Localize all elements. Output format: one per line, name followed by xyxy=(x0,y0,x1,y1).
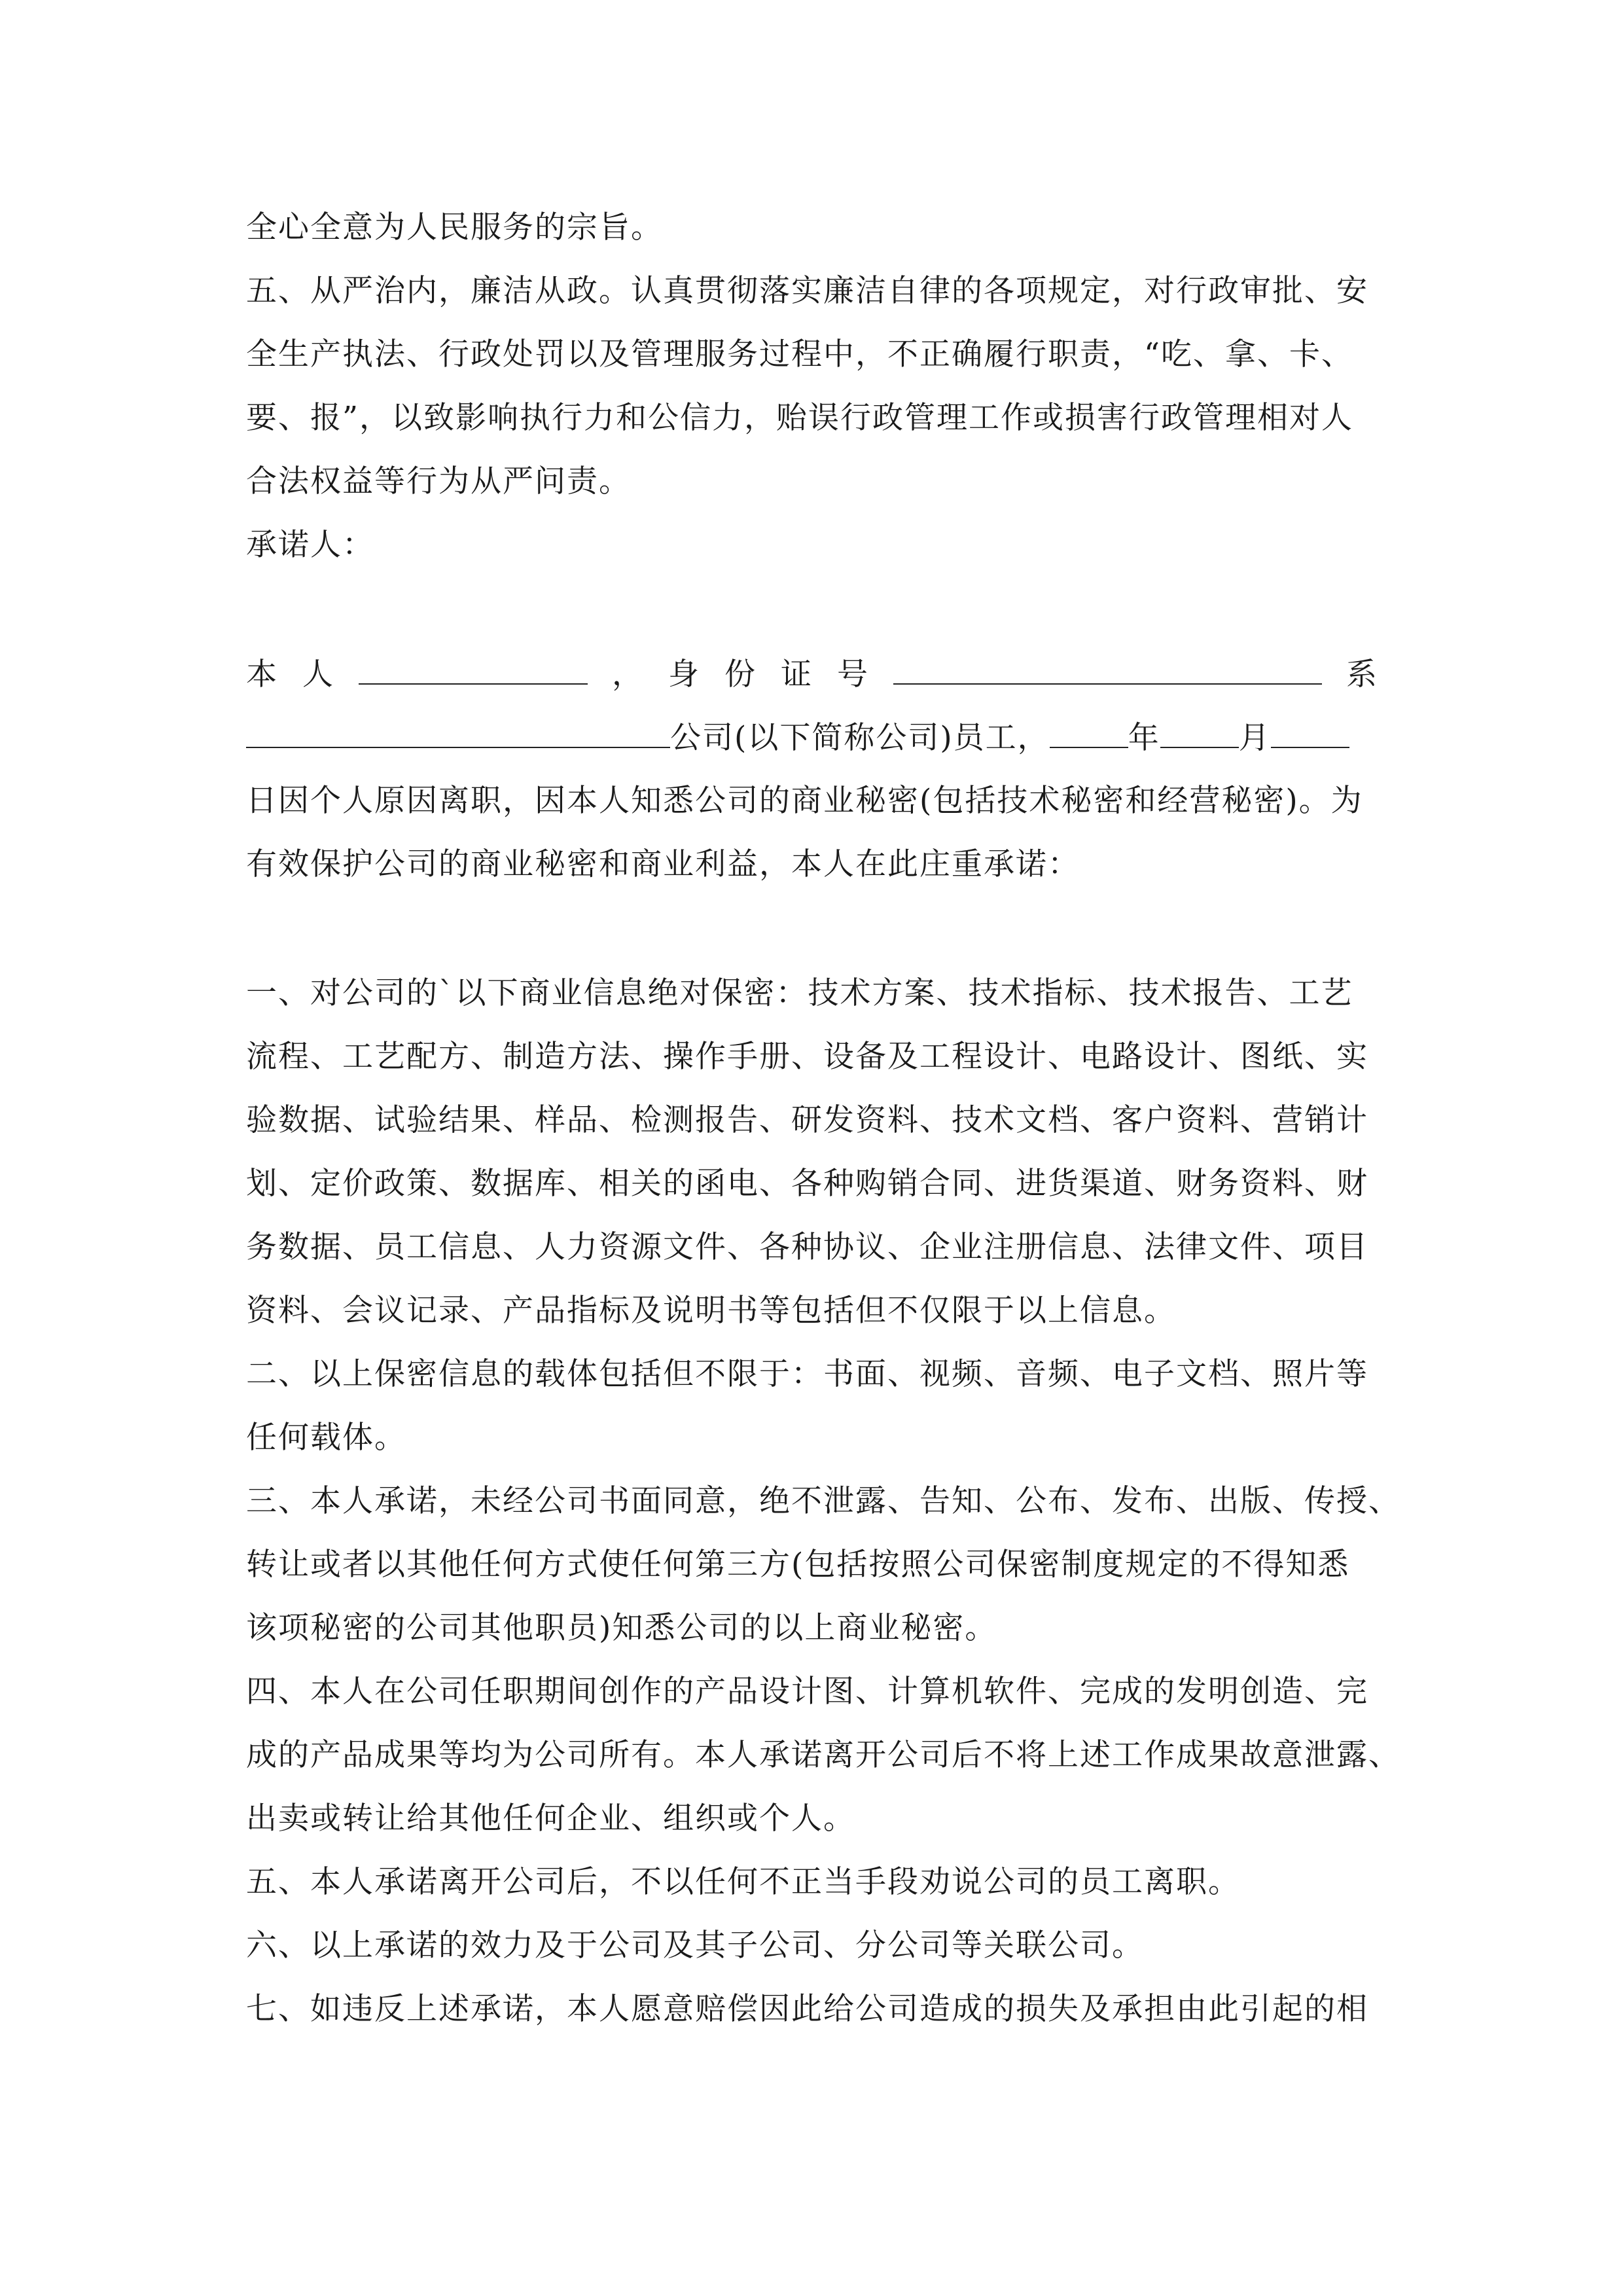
declaration-line-2 xyxy=(246,718,1378,758)
text-char: 证 xyxy=(781,656,813,692)
year-label: 年 xyxy=(1128,720,1160,756)
text-char: ， xyxy=(612,656,644,692)
text-char: 本 xyxy=(246,656,278,692)
clause-line: 务数据、员工信息、人力资源文件、各种协议、企业注册信息、法律文件、项目 xyxy=(246,1229,1368,1265)
paragraph-line: 要、报”，以致影响执行力和公信力，贻误行政管理工作或损害行政管理相对人 xyxy=(246,400,1354,436)
signer-label: 承诺人： xyxy=(246,527,374,563)
clause-line: 划、定价政策、数据库、相关的函电、各种购销合同、进货渠道、财务资料、财 xyxy=(246,1166,1368,1202)
paragraph-line: 合法权益等行为从严问责。 xyxy=(246,463,631,499)
company-text: 公司(以下简称公司)员工， xyxy=(670,720,1050,756)
name-blank xyxy=(359,655,588,685)
paragraph-line: 全心全意为人民服务的宗旨。 xyxy=(246,209,663,245)
clause-line: 五、本人承诺离开公司后，不以任何不正当手段劝说公司的员工离职。 xyxy=(246,1864,1240,1900)
clause-line: 流程、工艺配方、制造方法、操作手册、设备及工程设计、电路设计、图纸、实 xyxy=(246,1039,1368,1075)
paragraph-line: 日因个人原因离职，因本人知悉公司的商业秘密(包括技术秘密和经营秘密)。为 xyxy=(246,783,1363,819)
paragraph-line: 五、从严治内，廉洁从政。认真贯彻落实廉洁自律的各项规定，对行政审批、安 xyxy=(246,273,1368,309)
clause-line: 转让或者以其他任何方式使任何第三方(包括按照公司保密制度规定的不得知悉 xyxy=(246,1547,1350,1583)
month-label: 月 xyxy=(1238,720,1271,756)
text-char: 人 xyxy=(302,656,334,692)
clause-line: 验数据、试验结果、样品、检测报告、研发资料、技术文档、客户资料、营销计 xyxy=(246,1102,1368,1138)
clause-line: 六、以上承诺的效力及于公司及其子公司、分公司等关联公司。 xyxy=(246,1928,1144,1964)
id-number-blank xyxy=(893,655,1322,685)
clause-line: 七、如违反上述承诺，本人愿意赔偿因此给公司造成的损失及承担由此引起的相 xyxy=(246,1991,1368,2027)
year-blank xyxy=(1050,718,1128,748)
clause-line: 三、本人承诺，未经公司书面同意，绝不泄露、告知、公布、发布、出版、传授、 xyxy=(246,1483,1400,1519)
clause-line: 出卖或转让给其他任何企业、组织或个人。 xyxy=(246,1801,855,1837)
text-char: 系 xyxy=(1346,656,1378,692)
declaration-line-1 xyxy=(246,655,1378,694)
clause-line: 四、本人在公司任职期间创作的产品设计图、计算机软件、完成的发明创造、完 xyxy=(246,1674,1368,1710)
month-blank xyxy=(1160,718,1239,748)
company-blank xyxy=(246,718,670,748)
clause-line: 该项秘密的公司其他职员)知悉公司的以上商业秘密。 xyxy=(246,1610,997,1646)
paragraph-line: 全生产执法、行政处罚以及管理服务过程中，不正确履行职责，“吃、拿、卡、 xyxy=(246,336,1354,372)
text-char: 份 xyxy=(724,656,757,692)
text-char: 号 xyxy=(837,656,869,692)
clause-line: 二、以上保密信息的载体包括但不限于：书面、视频、音频、电子文档、照片等 xyxy=(246,1356,1368,1392)
paragraph-line: 有效保护公司的商业秘密和商业利益，本人在此庄重承诺： xyxy=(246,846,1080,882)
clause-line: 资料、会议记录、产品指标及说明书等包括但不仅限于以上信息。 xyxy=(246,1293,1176,1329)
clause-line: 成的产品成果等均为公司所有。本人承诺离开公司后不将上述工作成果故意泄露、 xyxy=(246,1737,1400,1773)
text-char: 身 xyxy=(668,656,700,692)
clause-line: 任何载体。 xyxy=(246,1420,406,1456)
day-blank xyxy=(1271,718,1349,748)
clause-line: 一、对公司的`以下商业信息绝对保密：技术方案、技术指标、技术报告、工艺 xyxy=(246,975,1353,1011)
